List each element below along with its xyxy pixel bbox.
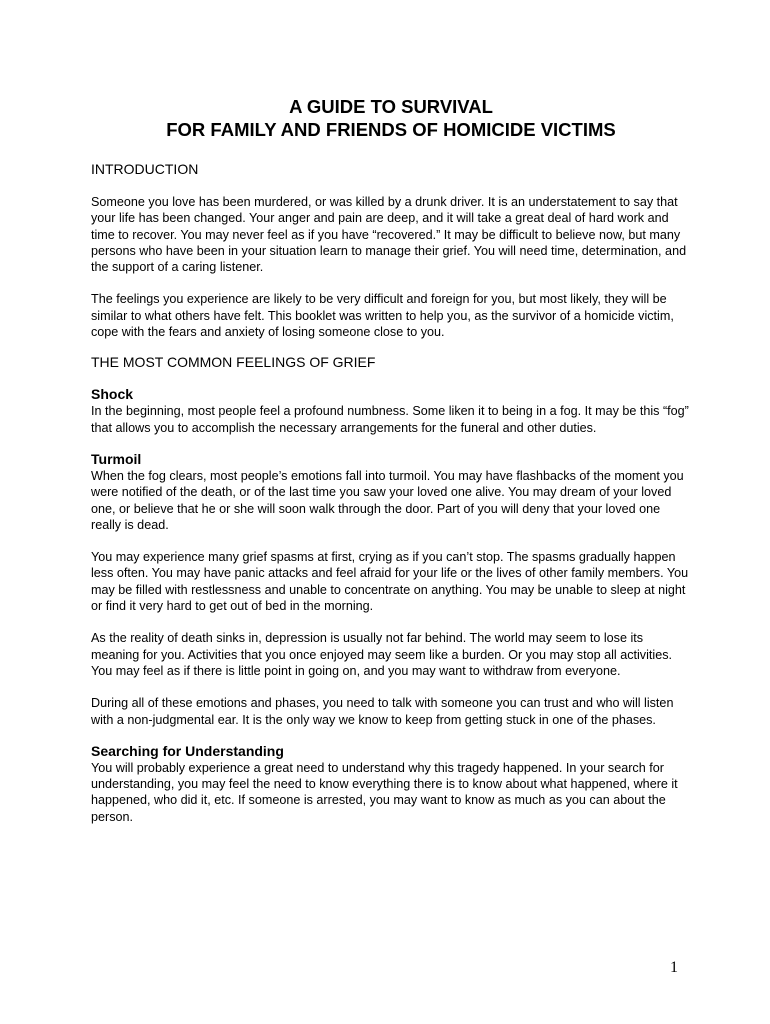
turmoil-paragraph-2: You may experience many grief spasms at first, crying as if you can’t stop. The spasms gradually happen less often. You may have panic attacks and feel afraid for your life or the lives of other family members. You may be filled with restlessness and unable to concentrate on anything. You may be unable to sleep at night or find it very hard to get out of bed in the morning. xyxy=(91,550,689,614)
introduction-heading: INTRODUCTION xyxy=(91,161,199,177)
searching-heading: Searching for Understanding xyxy=(91,742,284,759)
turmoil-paragraph-3: As the reality of death sinks in, depression is usually not far behind. The world may seem to lose its meaning for you. Activities that you once enjoyed may seem like a burden. Or you may stop all activities. You may feel as if there is little point in going on, and you may want to withdraw from everyone. xyxy=(91,631,672,678)
turmoil-heading: Turmoil xyxy=(91,450,142,467)
shock-heading: Shock xyxy=(91,386,134,403)
turmoil-paragraph-1: When the fog clears, most people’s emotions fall into turmoil. You may have flashbacks of the moment you were notified of the death, or of the last time you saw your loved one alive. You may dream of your loved one, or believe that he or she will soon walk through the door. Part of you will deny that your loved one really is dead. xyxy=(91,468,684,532)
title-line-2: FOR FAMILY AND FRIENDS OF HOMICIDE VICTIMS xyxy=(166,119,616,140)
turmoil-paragraph-4: During all of these emotions and phases, you need to talk with someone you can trust and who will listen with a non-judgmental ear. It is the only way we know to keep from getting stuck in one of the phases. xyxy=(91,696,674,727)
feelings-heading: THE MOST COMMON FEELINGS OF GRIEF xyxy=(91,354,376,371)
introduction-paragraph-1: Someone you love has been murdered, or was killed by a drunk driver. It is an understatement to say that your life has been changed. Your anger and pain are deep, and it will take a great deal of hard work and time to recover. You may never feel as if you have “recovered.” It may be difficult to believe now, but many persons who have been in your situation learn to manage their grief. You will need time, determination, and the support of a caring listener. xyxy=(91,195,687,275)
document-page xyxy=(91,95,691,825)
introduction-paragraph-2: The feelings you experience are likely to be very difficult and foreign for you, but most likely, they will be similar to what others have felt. This booklet was written to help you, as the survivor of a homicide victim, cope with the fears and anxiety of losing someone close to you. xyxy=(91,292,674,340)
title-line-1: A GUIDE TO SURVIVAL xyxy=(289,96,493,117)
document-title xyxy=(91,95,691,141)
shock-paragraph: In the beginning, most people feel a profound numbness. Some liken it to being in a fog. It may be this “fog” that allows you to accomplish the necessary arrangements for the funeral and other duties. xyxy=(91,404,689,435)
page-number: 1 xyxy=(670,959,678,976)
searching-paragraph: You will probably experience a great need to understand why this tragedy happened. In your search for understanding, you may feel the need to know everything there is to know about what happened, where it happened, who did it, etc. If someone is arrested, you may want to know as much as you can about the person. xyxy=(91,760,678,824)
